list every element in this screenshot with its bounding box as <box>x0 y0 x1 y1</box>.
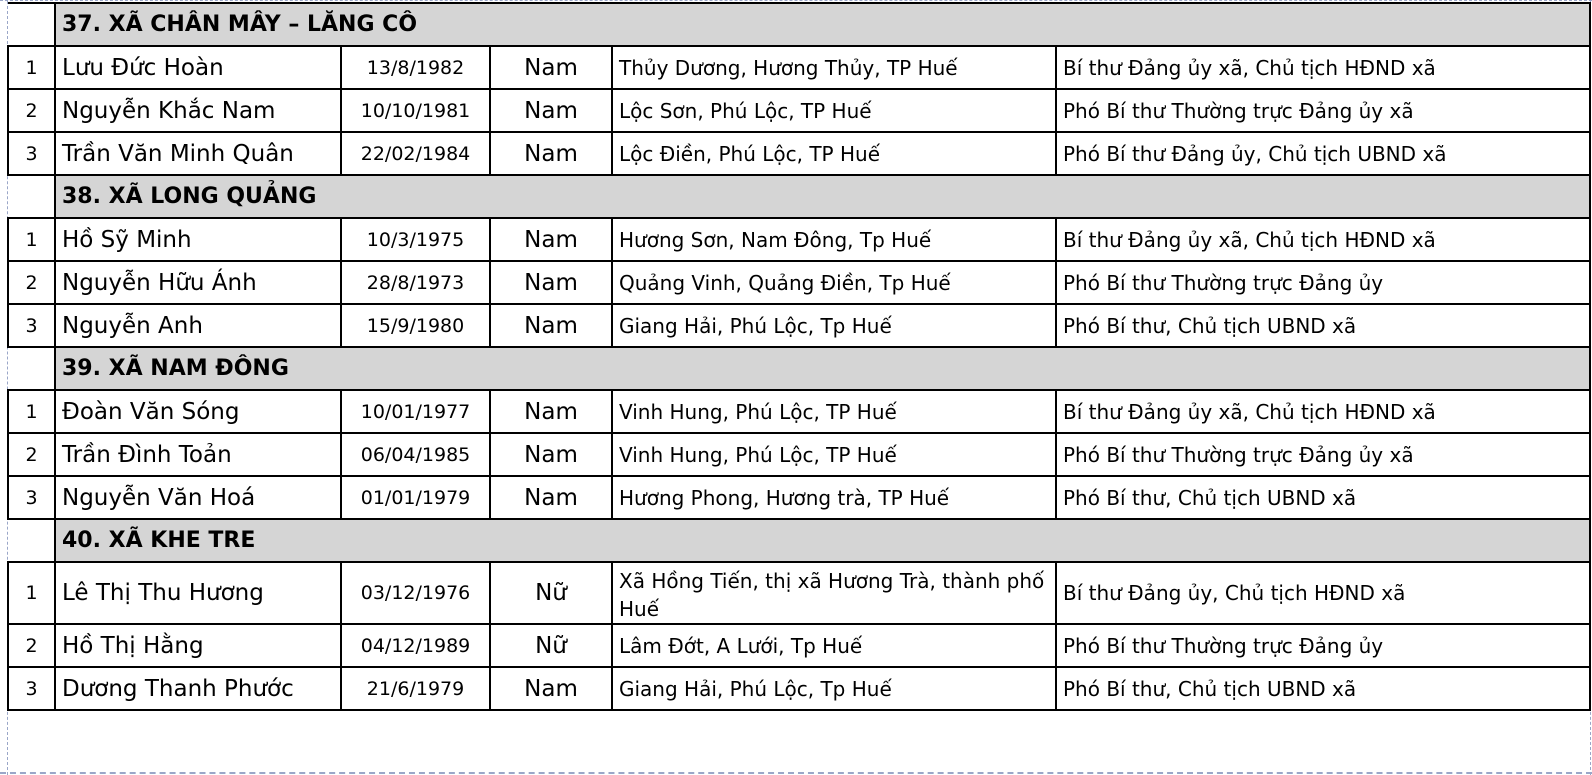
hometown-cell: Lộc Điền, Phú Lộc, TP Huế <box>612 132 1056 175</box>
gender-cell: Nam <box>490 89 612 132</box>
gender-cell: Nam <box>490 304 612 347</box>
hometown-cell: Giang Hải, Phú Lộc, Tp Huế <box>612 667 1056 710</box>
hometown-cell: Lộc Sơn, Phú Lộc, TP Huế <box>612 89 1056 132</box>
full-name-cell: Hồ Sỹ Minh <box>55 218 341 261</box>
gender-cell: Nam <box>490 218 612 261</box>
position-cell: Phó Bí thư Thường trực Đảng ủy <box>1056 261 1590 304</box>
full-name-cell: Đoàn Văn Sóng <box>55 390 341 433</box>
section-title: 37. XÃ CHÂN MÂY – LĂNG CÔ <box>55 3 1590 46</box>
table-row <box>8 132 1590 175</box>
position-cell: Phó Bí thư Đảng ủy, Chủ tịch UBND xã <box>1056 132 1590 175</box>
row-number-cell: 1 <box>8 218 55 261</box>
section-title: 38. XÃ LONG QUẢNG <box>55 175 1590 218</box>
table-row <box>8 476 1590 519</box>
position-cell: Bí thư Đảng ủy xã, Chủ tịch HĐND xã <box>1056 390 1590 433</box>
birth-date-cell: 10/10/1981 <box>341 89 490 132</box>
hometown-cell: Lâm Đớt, A Lưới, Tp Huế <box>612 624 1056 667</box>
gender-cell: Nam <box>490 667 612 710</box>
section-gutter-cell <box>8 175 55 218</box>
full-name-cell: Nguyễn Văn Hoá <box>55 476 341 519</box>
gender-cell: Nam <box>490 390 612 433</box>
position-cell: Phó Bí thư, Chủ tịch UBND xã <box>1056 304 1590 347</box>
hometown-cell: Hương Sơn, Nam Đông, Tp Huế <box>612 218 1056 261</box>
birth-date-cell: 22/02/1984 <box>341 132 490 175</box>
full-name-cell: Trần Đình Toản <box>55 433 341 476</box>
birth-date-cell: 03/12/1976 <box>341 562 490 624</box>
full-name-cell: Hồ Thị Hằng <box>55 624 341 667</box>
hometown-cell: Xã Hồng Tiến, thị xã Hương Trà, thành phố Huế <box>612 562 1056 624</box>
full-name-cell: Nguyễn Khắc Nam <box>55 89 341 132</box>
section-gutter-cell <box>8 347 55 390</box>
birth-date-cell: 15/9/1980 <box>341 304 490 347</box>
position-cell: Phó Bí thư Thường trực Đảng ủy xã <box>1056 89 1590 132</box>
section-title: 40. XÃ KHE TRE <box>55 519 1590 562</box>
birth-date-cell: 06/04/1985 <box>341 433 490 476</box>
gender-cell: Nam <box>490 132 612 175</box>
row-number-cell: 3 <box>8 476 55 519</box>
section-header-row <box>8 519 1590 562</box>
table-row <box>8 667 1590 710</box>
section-gutter-cell <box>8 519 55 562</box>
section-header-row <box>8 347 1590 390</box>
section-header-row <box>8 175 1590 218</box>
gender-cell: Nữ <box>490 562 612 624</box>
table-row <box>8 89 1590 132</box>
hometown-cell: Vinh Hung, Phú Lộc, TP Huế <box>612 433 1056 476</box>
full-name-cell: Lê Thị Thu Hương <box>55 562 341 624</box>
birth-date-cell: 10/01/1977 <box>341 390 490 433</box>
row-number-cell: 1 <box>8 46 55 89</box>
roster-table <box>7 2 1591 711</box>
table-row <box>8 261 1590 304</box>
full-name-cell: Dương Thanh Phước <box>55 667 341 710</box>
gender-cell: Nam <box>490 476 612 519</box>
table-row <box>8 304 1590 347</box>
hometown-cell: Giang Hải, Phú Lộc, Tp Huế <box>612 304 1056 347</box>
row-number-cell: 3 <box>8 667 55 710</box>
row-number-cell: 1 <box>8 562 55 624</box>
section-gutter-cell <box>8 3 55 46</box>
birth-date-cell: 10/3/1975 <box>341 218 490 261</box>
full-name-cell: Trần Văn Minh Quân <box>55 132 341 175</box>
hometown-cell: Quảng Vinh, Quảng Điền, Tp Huế <box>612 261 1056 304</box>
position-cell: Phó Bí thư Thường trực Đảng ủy xã <box>1056 433 1590 476</box>
position-cell: Phó Bí thư, Chủ tịch UBND xã <box>1056 476 1590 519</box>
birth-date-cell: 13/8/1982 <box>341 46 490 89</box>
full-name-cell: Nguyễn Anh <box>55 304 341 347</box>
birth-date-cell: 04/12/1989 <box>341 624 490 667</box>
gender-cell: Nữ <box>490 624 612 667</box>
hometown-cell: Hương Phong, Hương trà, TP Huế <box>612 476 1056 519</box>
table-row <box>8 433 1590 476</box>
position-cell: Bí thư Đảng ủy xã, Chủ tịch HĐND xã <box>1056 46 1590 89</box>
hometown-cell: Vinh Hung, Phú Lộc, TP Huế <box>612 390 1056 433</box>
table-row <box>8 624 1590 667</box>
row-number-cell: 3 <box>8 304 55 347</box>
hometown-cell: Thủy Dương, Hương Thủy, TP Huế <box>612 46 1056 89</box>
row-number-cell: 1 <box>8 390 55 433</box>
gender-cell: Nam <box>490 433 612 476</box>
gender-cell: Nam <box>490 46 612 89</box>
position-cell: Phó Bí thư, Chủ tịch UBND xã <box>1056 667 1590 710</box>
roster-table-body <box>8 3 1590 710</box>
position-cell: Phó Bí thư Thường trực Đảng ủy <box>1056 624 1590 667</box>
table-row <box>8 46 1590 89</box>
gender-cell: Nam <box>490 261 612 304</box>
birth-date-cell: 28/8/1973 <box>341 261 490 304</box>
row-number-cell: 2 <box>8 624 55 667</box>
row-number-cell: 3 <box>8 132 55 175</box>
row-number-cell: 2 <box>8 261 55 304</box>
table-row <box>8 562 1590 624</box>
table-row <box>8 218 1590 261</box>
section-header-row <box>8 3 1590 46</box>
birth-date-cell: 21/6/1979 <box>341 667 490 710</box>
birth-date-cell: 01/01/1979 <box>341 476 490 519</box>
position-cell: Bí thư Đảng ủy, Chủ tịch HĐND xã <box>1056 562 1590 624</box>
position-cell: Bí thư Đảng ủy xã, Chủ tịch HĐND xã <box>1056 218 1590 261</box>
row-number-cell: 2 <box>8 89 55 132</box>
full-name-cell: Lưu Đức Hoàn <box>55 46 341 89</box>
section-title: 39. XÃ NAM ĐÔNG <box>55 347 1590 390</box>
table-row <box>8 390 1590 433</box>
full-name-cell: Nguyễn Hữu Ánh <box>55 261 341 304</box>
row-number-cell: 2 <box>8 433 55 476</box>
